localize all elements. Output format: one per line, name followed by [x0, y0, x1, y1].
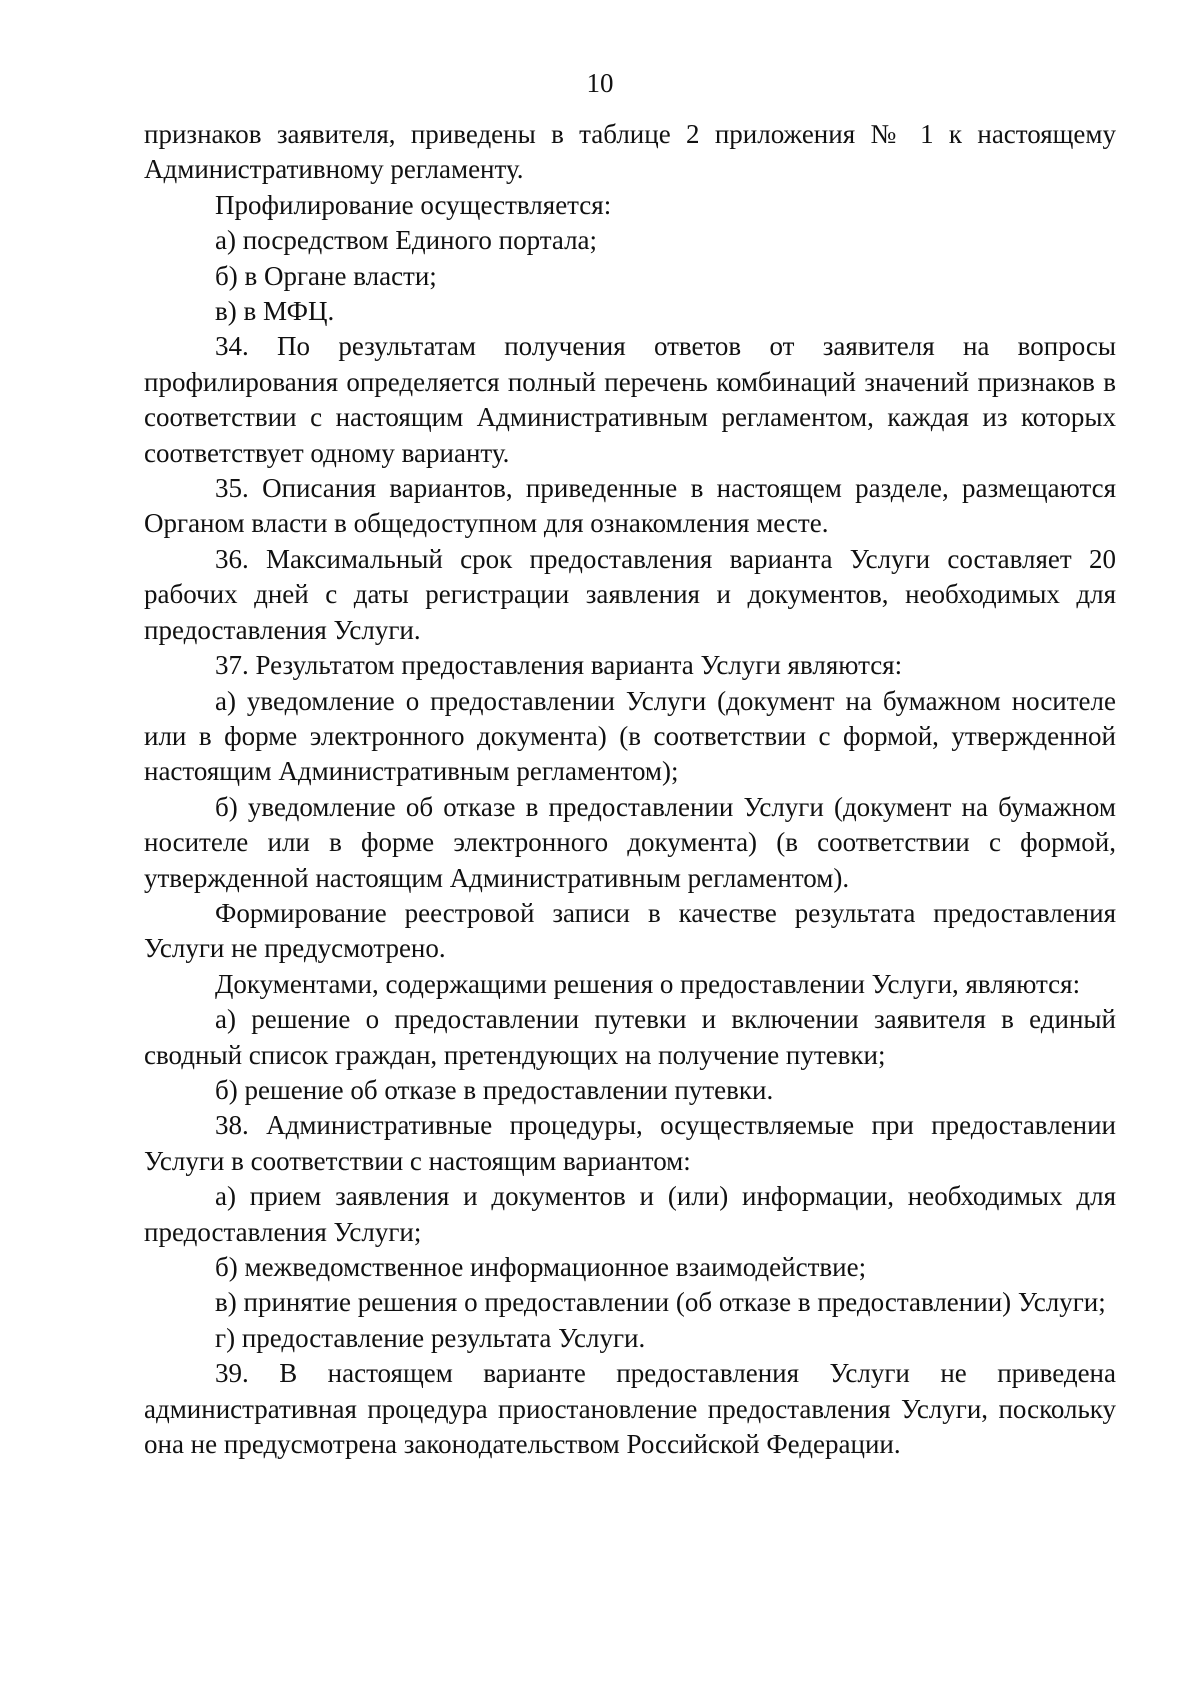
- paragraph: 38. Административные процедуры, осуществляемые при предоставлении Услуги в соответствии с настоящим вариантом:: [144, 1110, 1116, 1176]
- paragraph: г) предоставление результата Услуги.: [215, 1322, 646, 1353]
- paragraph: б) межведомственное информационное взаимодействие;: [215, 1252, 867, 1282]
- paragraph: а) прием заявления и документов и (или) информации, необходимых для предоставления Услуги;: [144, 1181, 1116, 1247]
- paragraph: б) в Органе власти;: [215, 260, 437, 291]
- paragraph: в) в МФЦ.: [215, 296, 335, 327]
- paragraph: признаков заявителя, приведены в таблице 2 приложения № 1 к настоящему Административному регламенту.: [144, 119, 1116, 185]
- paragraph: а) уведомление о предоставлении Услуги (документ на бумажном носителе или в форме электронного документа) (в соответствии с формой, утвержденной настоящим Административным регламентом);: [144, 685, 1116, 787]
- paragraph: 35. Описания вариантов, приведенные в настоящем разделе, размещаются Органом власти в общедоступном для ознакомления месте.: [144, 473, 1116, 539]
- paragraph: Профилирование осуществляется:: [215, 189, 612, 220]
- paragraph: в) принятие решения о предоставлении (об отказе в предоставлении) Услуги;: [215, 1287, 1106, 1318]
- paragraph: 34. По результатам получения ответов от заявителя на вопросы профилирования определяется полный перечень комбинаций значений признаков в соответствии с настоящим Административным регламентом, каждая из которых соответствует одному варианту.: [144, 331, 1116, 468]
- paragraph: Формирование реестровой записи в качестве результата предоставления Услуги не предусмотрено.: [144, 897, 1116, 964]
- document-body: [144, 117, 1116, 1462]
- paragraph: а) решение о предоставлении путевки и включении заявителя в единый сводный список граждан, претендующих на получение путевки;: [144, 1004, 1116, 1070]
- paragraph: 36. Максимальный срок предоставления варианта Услуги составляет 20 рабочих дней с даты регистрации заявления и документов, необходимых для предоставления Услуги.: [144, 543, 1116, 645]
- paragraph: Документами, содержащими решения о предоставлении Услуги, являются:: [215, 968, 1081, 999]
- paragraph: 37. Результатом предоставления варианта Услуги являются:: [215, 650, 903, 681]
- paragraph: 39. В настоящем варианте предоставления Услуги не приведена административная процедура приостановление предоставления Услуги, поскольку она не предусмотрена законодательством Российской Федерации.: [144, 1358, 1116, 1460]
- paragraph: б) решение об отказе в предоставлении путевки.: [215, 1074, 774, 1105]
- page-number: 10: [586, 68, 614, 98]
- paragraph: а) посредством Единого портала;: [215, 225, 598, 256]
- paragraph: б) уведомление об отказе в предоставлении Услуги (документ на бумажном носителе или в форме электронного документа) (в соответствии с формой, утвержденной настоящим Административным регламентом).: [144, 791, 1116, 893]
